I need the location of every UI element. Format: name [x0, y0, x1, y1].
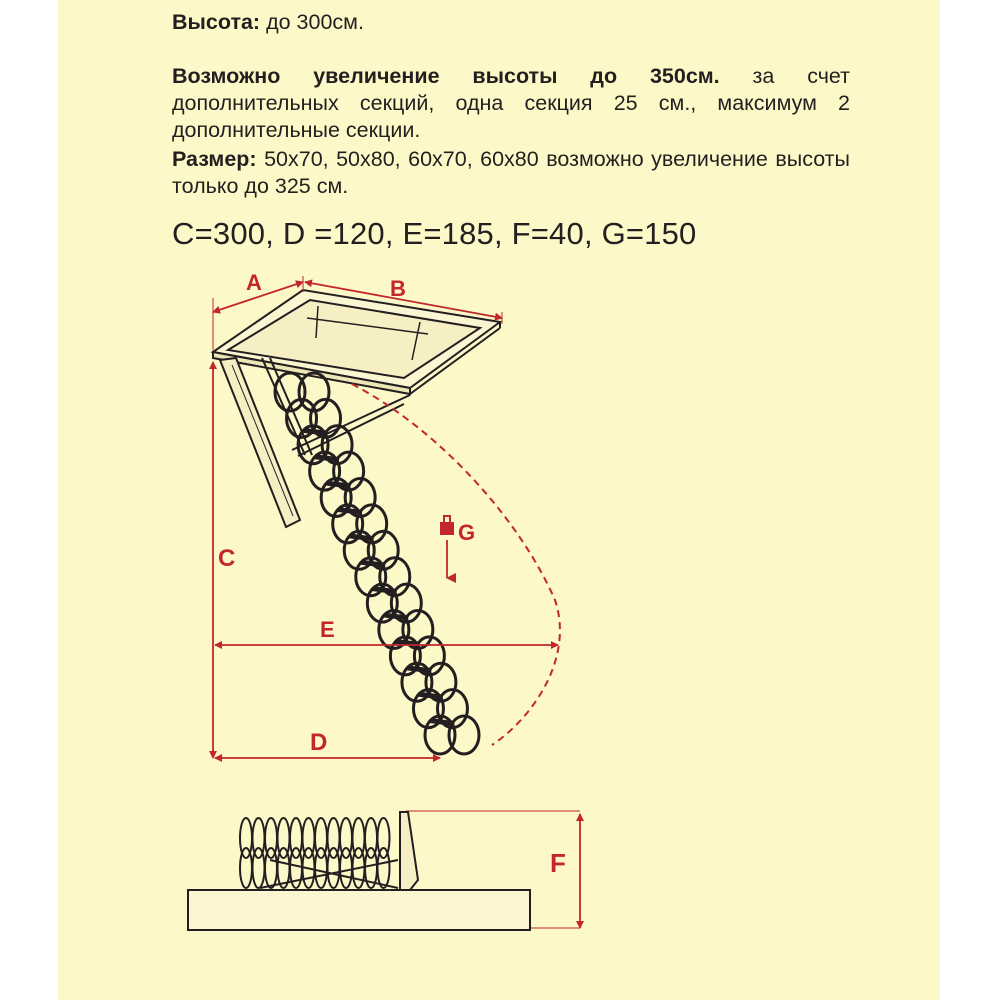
label-f: F [550, 848, 566, 878]
hatch-frame [213, 290, 500, 394]
folded-link-bottom [378, 848, 390, 888]
folded-link-bottom [253, 848, 265, 888]
label-c: C [218, 545, 236, 572]
size-label: Размер: [172, 147, 257, 171]
folded-ladder [240, 818, 398, 888]
label-d: D [310, 729, 328, 756]
weight-icon [440, 516, 454, 535]
folded-link-bottom [315, 848, 327, 888]
height-value: до 300см. [260, 10, 364, 34]
label-e: E [320, 617, 335, 642]
height-label: Высота: [172, 10, 261, 34]
folded-link-bottom [265, 848, 277, 888]
hatch-door [220, 358, 300, 527]
label-g: G [458, 520, 476, 545]
label-a: A [246, 270, 262, 295]
folded-link-bottom [340, 848, 352, 888]
folded-link-bottom [240, 848, 252, 888]
size-text: 50x70, 50x80, 60x70, 60x80 возможно увеличение высоты только до 325 см. [172, 147, 850, 198]
label-b: B [390, 276, 406, 301]
increase-text: за счет дополнительных секций, одна секция 25 см., максимум 2 дополнительные секции. [172, 64, 850, 142]
increase-label: Возможно увеличение высоты до 350см. [172, 64, 720, 88]
folded-link-bottom [328, 848, 340, 888]
dimensions-line: C=300, D =120, E=185, F=40, G=150 [172, 216, 697, 251]
scissor-ladder [275, 373, 479, 754]
